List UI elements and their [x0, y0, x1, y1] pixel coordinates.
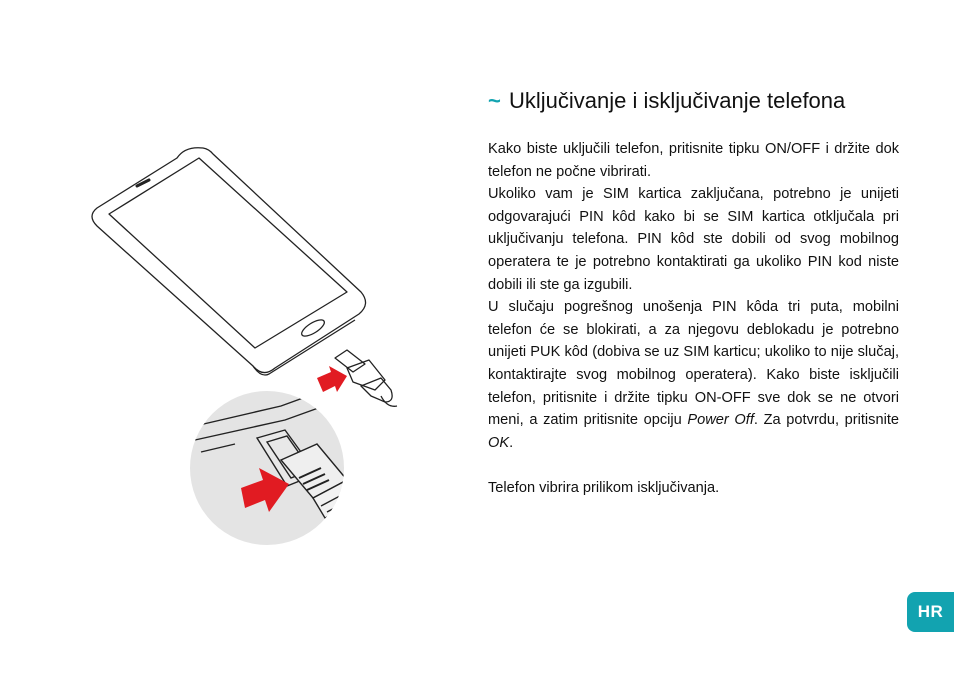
- paragraph-vibrate: Telefon vibrira prilikom isključivanja.: [488, 479, 720, 496]
- paragraph-sim-pin: Ukoliko vam je SIM kartica zaključana, potrebno je unijeti odgovarajući PIN kôd kako bi se SIM kartica otključala pri uključivanju telefona. PIN kôd ste dobili od svog mobilnog operatera te je potrebno kontaktirati ga ukoliko PIN kod niste dobili ili ste ga izgubili.: [488, 186, 899, 293]
- language-badge: HR: [907, 592, 954, 632]
- option-ok: OK: [488, 434, 510, 451]
- heading-title: Uključivanje i isključivanje telefona: [508, 88, 846, 113]
- phone-charging-illustration: [85, 140, 415, 550]
- instructions-text: [488, 138, 899, 500]
- phone-earpiece: [137, 180, 149, 186]
- paragraph-puk-power-off: [488, 296, 899, 454]
- text-fragment: U slučaju pogrešnog unošenja PIN kôda tri puta, mobilni telefon će se blokirati, a za njegovu deblokadu je potrebno unijeti PUK kôd (dobiva se uz SIM karticu; ukoliko to nije slučaj, kontaktirajte svog mobilnog operatera). Kako biste isključili telefon, pritisnite i držite tipku ON-OFF sve dok se ne otvori meni, a zatim pritisnite opciju: [488, 299, 899, 429]
- text-fragment: .: [509, 434, 514, 451]
- section-heading: [488, 86, 908, 116]
- option-power-off: Power Off: [687, 412, 754, 429]
- heading-tilde: ~: [488, 88, 501, 113]
- text-fragment: . Za potvrdu, pritisnite: [753, 412, 899, 429]
- paragraph-power-on: Kako biste uključili telefon, pritisnite tipku ON/OFF i držite dok telefon ne počne vibrirati.: [488, 141, 899, 180]
- arrow-right-icon: [317, 366, 347, 392]
- phone-screen: [109, 158, 347, 348]
- phone-home-button: [299, 317, 326, 339]
